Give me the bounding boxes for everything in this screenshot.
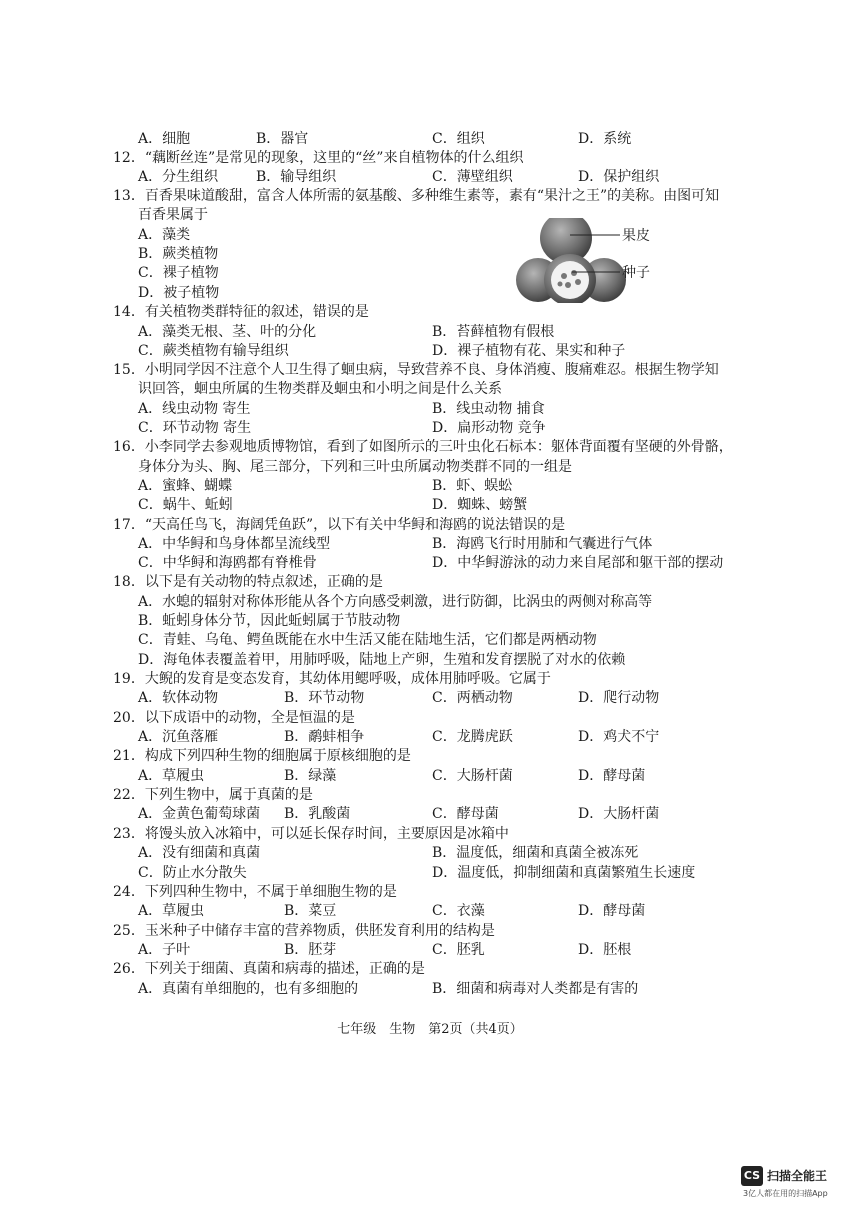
q19-stem: 19．大鲵的发育是变态发育，其幼体用鳃呼吸，成体用肺呼吸。它属于 [113,671,551,687]
q11-option-a: A．细胞 [138,131,191,147]
q18-option-a: A．水螅的辐射对称体形能从各个方向感受刺激，进行防御，比涡虫的两侧对称高等 [138,594,653,610]
q25-option-c: C．胚乳 [432,942,485,958]
q16-option-c: C．蜗牛、蚯蚓 [138,497,233,513]
q22-option-b: B．乳酸菌 [284,806,351,822]
q24-option-b: B．菜豆 [284,903,337,919]
q20-option-a: A．沉鱼落雁 [138,729,219,745]
q24-option-d: D．酵母菌 [578,903,646,919]
q21-option-d: D．酵母菌 [578,768,646,784]
q13-option-c: C．裸子植物 [138,265,219,281]
q25-option-b: B．胚芽 [284,942,337,958]
q13-stem-line1: 13．百香果味道酸甜，富含人体所需的氨基酸、多种维生素等，素有“果汁之王”的美称。由图可知 [113,188,720,204]
q12-option-c: C．薄壁组织 [432,169,513,185]
q18-option-b: B．蚯蚓身体分节，因此蚯蚓属于节肢动物 [138,613,401,629]
q17-option-b: B．海鸥飞行时用肺和气囊进行气体 [432,536,653,552]
q22-option-c: C．酵母菌 [432,806,499,822]
q22-option-d: D．大肠杆菌 [578,806,660,822]
q25-stem: 25．玉米种子中储存丰富的营养物质，供胚发育利用的结构是 [113,923,495,939]
q13-option-d: D．被子植物 [138,285,220,301]
q15-stem-line2: 识回答，蛔虫所属的生物类群及蛔虫和小明之间是什么关系 [138,381,502,397]
q16-option-b: B．虾、蜈蚣 [432,478,513,494]
q16-stem-line2: 身体分为头、胸、尾三部分，下列和三叶虫所属动物类群不同的一组是 [138,459,572,475]
q15-option-c: C．环节动物 寄生 [138,420,252,436]
q21-option-c: C．大肠杆菌 [432,768,513,784]
q13-option-a: A．藻类 [138,227,191,243]
q17-option-c: C．中华鲟和海鸥都有脊椎骨 [138,555,317,571]
q13-option-b: B．蕨类植物 [138,246,219,262]
q23-option-a: A．没有细菌和真菌 [138,845,261,861]
q22-stem: 22．下列生物中，属于真菌的是 [113,787,313,803]
camscanner-logo-icon: CS [741,1166,763,1186]
q14-option-d: D．裸子植物有花、果实和种子 [432,343,626,359]
camscanner-tagline: 3亿人都在用的扫描App [743,1189,828,1198]
q21-stem: 21．构成下列四种生物的细胞属于原核细胞的是 [113,748,411,764]
q15-option-b: B．线虫动物 捕食 [432,401,545,417]
q23-option-d: D．温度低，抑制细菌和真菌繁殖生长速度 [432,865,696,881]
q19-option-a: A．软体动物 [138,690,219,706]
q14-stem: 14．有关植物类群特征的叙述，错误的是 [113,304,369,320]
q18-option-c: C．青蛙、乌龟、鳄鱼既能在水中生活又能在陆地生活，它们都是两栖动物 [138,632,597,648]
q16-stem-line1: 16．小李同学去参观地质博物馆，看到了如图所示的三叶虫化石标本：躯体背面覆有坚硬的外骨骼， [113,439,733,455]
q26-option-b: B．细菌和病毒对人类都是有害的 [432,981,639,997]
q23-option-c: C．防止水分散失 [138,865,247,881]
q20-stem: 20．以下成语中的动物，全是恒温的是 [113,710,355,726]
q18-option-d: D．海龟体表覆盖着甲，用肺呼吸，陆地上产卵，生殖和发育摆脱了对水的依赖 [138,652,626,668]
q22-option-a: A．金黄色葡萄球菌 [138,806,261,822]
q23-option-b: B．温度低，细菌和真菌全被冻死 [432,845,639,861]
q18-stem: 18．以下是有关动物的特点叙述，正确的是 [113,574,383,590]
q19-option-b: B．环节动物 [284,690,365,706]
q12-option-a: A．分生组织 [138,169,219,185]
q16-option-d: D．蜘蛛、螃蟹 [432,497,528,513]
q23-stem: 23．将馒头放入冰箱中，可以延长保存时间，主要原因是冰箱中 [113,826,509,842]
q14-option-c: C．蕨类植物有输导组织 [138,343,289,359]
q24-option-a: A．草履虫 [138,903,205,919]
q16-option-a: A．蜜蜂、蝴蝶 [138,478,233,494]
q11-option-b: B．器官 [256,131,309,147]
q17-option-d: D．中华鲟游泳的动力来自尾部和躯干部的摆动 [432,555,724,571]
q21-option-b: B．绿藻 [284,768,337,784]
q26-stem: 26．下列关于细菌、真菌和病毒的描述，正确的是 [113,961,425,977]
q21-option-a: A．草履虫 [138,768,205,784]
q17-option-a: A．中华鲟和鸟身体都呈流线型 [138,536,331,552]
q19-option-c: C．两栖动物 [432,690,513,706]
q25-option-a: A．子叶 [138,942,191,958]
q24-option-c: C．衣藻 [432,903,485,919]
q11-option-d: D．系统 [578,131,632,147]
q15-option-d: D．扁形动物 竞争 [432,420,546,436]
q11-option-c: C．组织 [432,131,485,147]
q12-stem: 12．“藕断丝连”是常见的现象，这里的“丝”来自植物体的什么组织 [113,150,524,166]
q20-option-d: D．鸡犬不宁 [578,729,660,745]
q20-option-c: C．龙腾虎跃 [432,729,513,745]
passion-fruit-figure [508,218,668,303]
q15-stem-line1: 15．小明同学因不注意个人卫生得了蛔虫病，导致营养不良、身体消瘦、腹痛难忍。根据生物学知 [113,362,719,378]
label-seed: 种子 [622,265,650,281]
label-peel: 果皮 [622,228,650,244]
q26-option-a: A．真菌有单细胞的，也有多细胞的 [138,981,359,997]
q17-stem: 17．“天高任鸟飞，海阔凭鱼跃”，以下有关中华鲟和海鸥的说法错误的是 [113,517,566,533]
q12-option-d: D．保护组织 [578,169,660,185]
q14-option-b: B．苔藓植物有假根 [432,324,555,340]
q24-stem: 24．下列四种生物中，不属于单细胞生物的是 [113,884,397,900]
camscanner-watermark [741,1164,851,1204]
camscanner-name: 扫描全能王 [767,1169,828,1183]
q12-option-b: B．输导组织 [256,169,337,185]
q20-option-b: B．鹬蚌相争 [284,729,365,745]
page-footer: 七年级 生物 第2页（共4页） [337,1022,523,1037]
q19-option-d: D．爬行动物 [578,690,660,706]
q13-stem-line2: 百香果属于 [138,207,208,223]
q15-option-a: A．线虫动物 寄生 [138,401,251,417]
q14-option-a: A．藻类无根、茎、叶的分化 [138,324,317,340]
q25-option-d: D．胚根 [578,942,632,958]
